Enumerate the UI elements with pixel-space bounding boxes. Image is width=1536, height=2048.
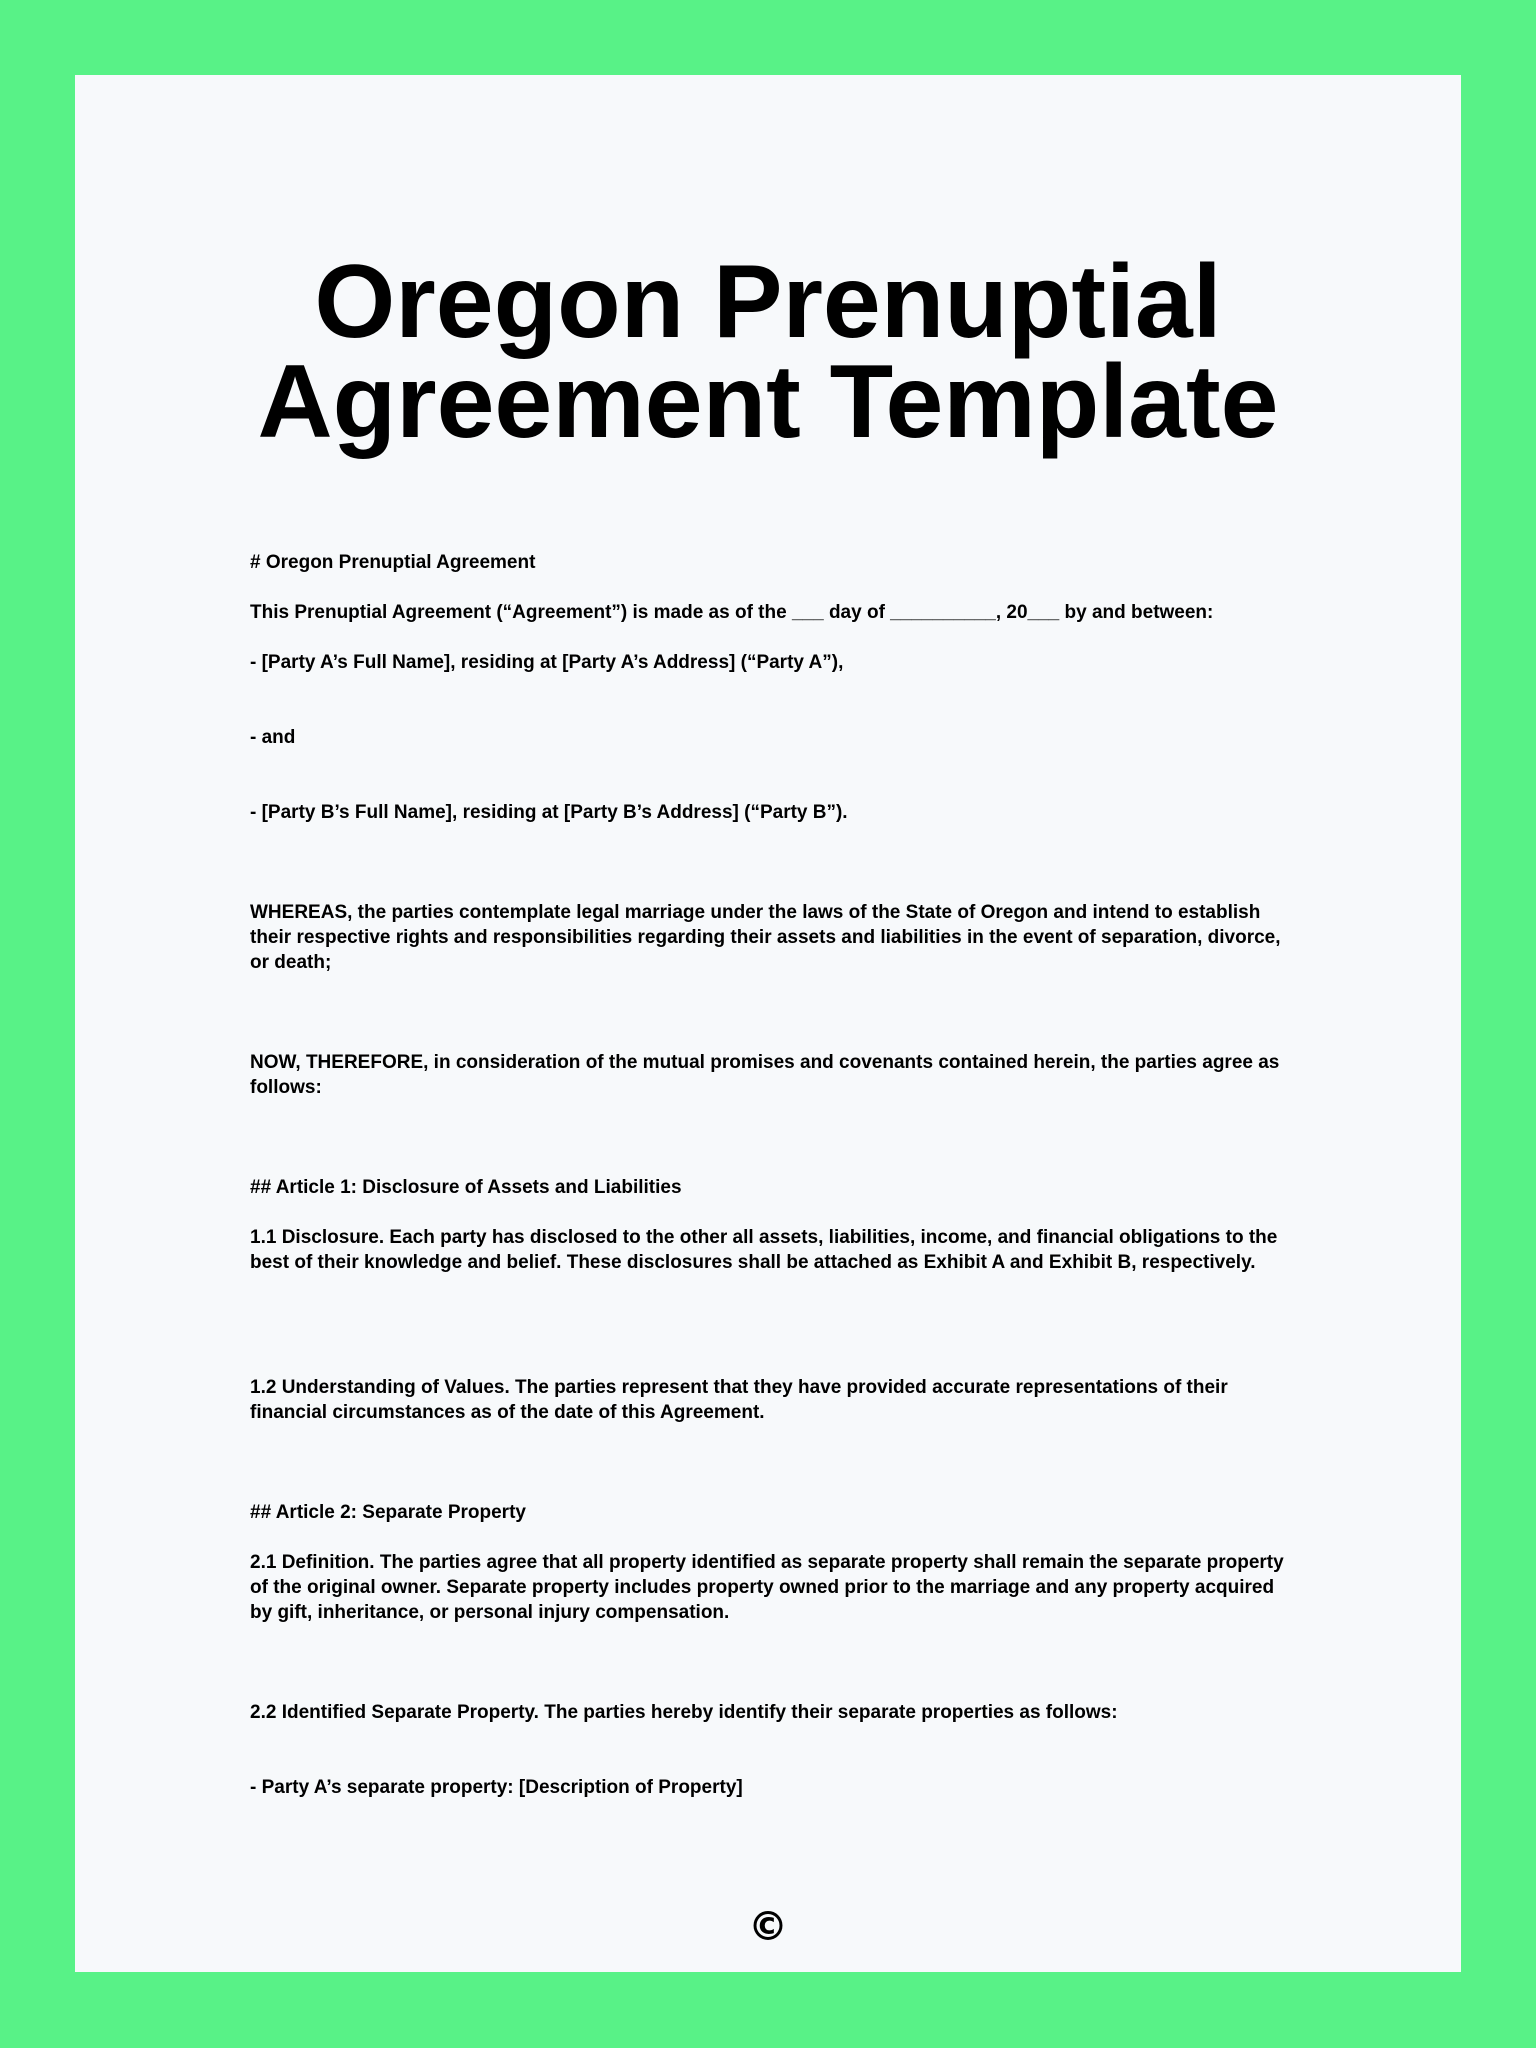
paragraph-2-2: 2.2 Identified Separate Property. The parties hereby identify their separate properties as follows: bbox=[250, 1702, 1118, 1723]
heading-article-1: ## Article 1: Disclosure of Assets and Liabilities bbox=[250, 1177, 682, 1198]
list-item-party-b: - [Party B’s Full Name], residing at [Party B’s Address] (“Party B”). bbox=[250, 802, 848, 823]
heading-article-2: ## Article 2: Separate Property bbox=[250, 1502, 526, 1523]
paragraph-1-1: 1.1 Disclosure. Each party has disclosed to the other all assets, liabilities, income, and financial obligations to the best of their knowledge and belief. These disclosures shall be attached as Exhibit A and Exhibit B, respectively. bbox=[250, 1227, 1278, 1273]
list-item-and: - and bbox=[250, 727, 296, 748]
heading-agreement: # Oregon Prenuptial Agreement bbox=[250, 552, 536, 573]
title-line-2: Agreement Template bbox=[257, 344, 1279, 460]
paragraph-2-1: 2.1 Definition. The parties agree that all property identified as separate property shall remain the separate property of the original owner. Separate property includes property owned prior to the marriage and any property acquired by gift, inheritance, or personal injury compensation. bbox=[250, 1552, 1284, 1623]
copyright-icon: © bbox=[748, 1904, 788, 1950]
document-title bbox=[0, 244, 1536, 460]
paragraph-whereas: WHEREAS, the parties contemplate legal marriage under the laws of the State of Oregon and intend to establish their respective rights and responsibilities regarding their assets and liabilities in the event of separation, divorce, or death; bbox=[250, 902, 1281, 973]
list-item-party-a-property: - Party A’s separate property: [Description of Property] bbox=[250, 1777, 743, 1798]
list-item-party-a: - [Party A’s Full Name], residing at [Party A’s Address] (“Party A”), bbox=[250, 652, 844, 673]
title-line-1: Oregon Prenuptial bbox=[314, 244, 1222, 360]
paragraph-1-2: 1.2 Understanding of Values. The parties represent that they have provided accurate representations of their financial circumstances as of the date of this Agreement. bbox=[250, 1377, 1228, 1423]
paragraph-now-therefore: NOW, THEREFORE, in consideration of the mutual promises and covenants contained herein, the parties agree as follows: bbox=[250, 1052, 1280, 1098]
paragraph-intro: This Prenuptial Agreement (“Agreement”) is made as of the ___ day of __________, 20___ by and between: bbox=[250, 602, 1214, 623]
